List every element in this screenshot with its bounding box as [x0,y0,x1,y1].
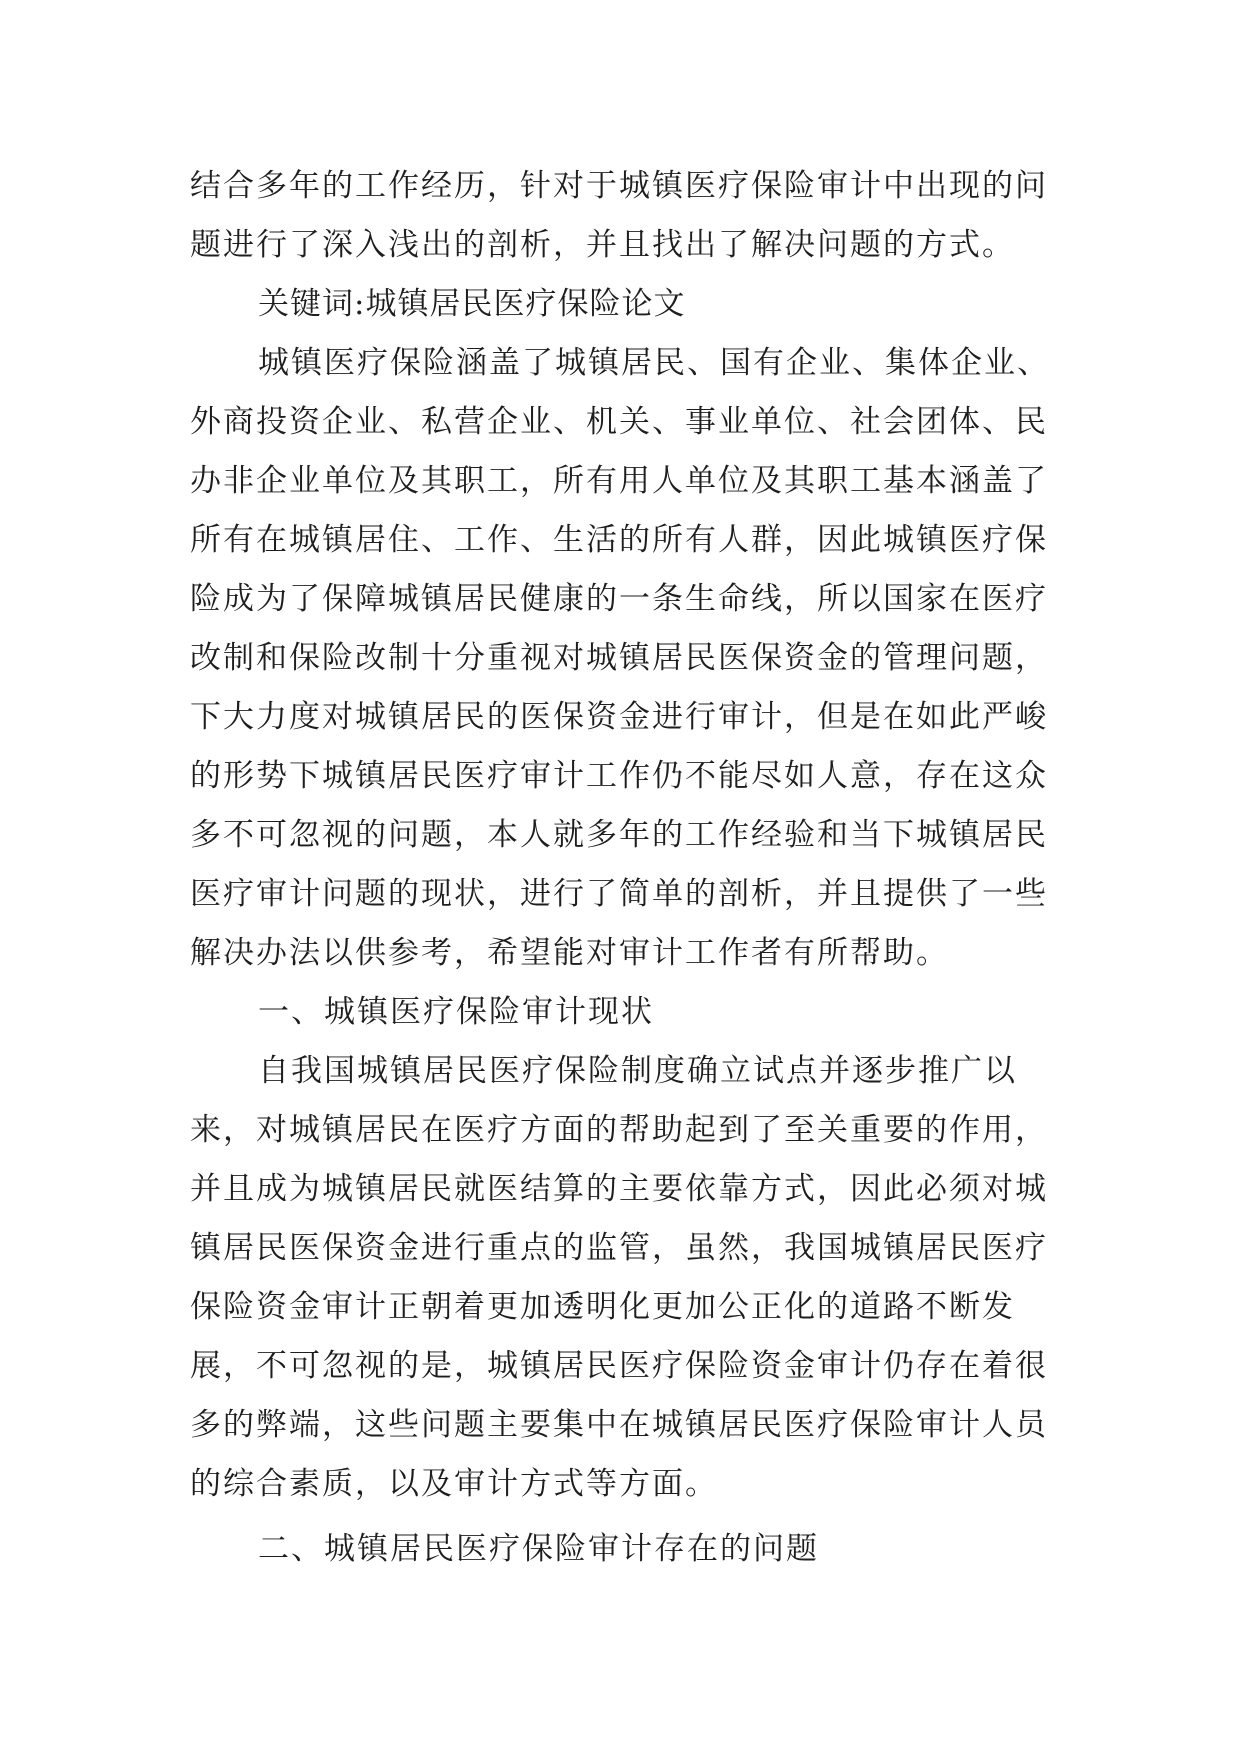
text-line: 解决办法以供参考，希望能对审计工作者有所帮助。 [190,935,949,971]
text-line: 多的弊端，这些问题主要集中在城镇居民医疗保险审计人员 [190,1407,1048,1443]
text-line: 医疗审计问题的现状，进行了简单的剖析，并且提供了一些 [190,876,1048,912]
text-line: 多不可忽视的问题，本人就多年的工作经验和当下城镇居民 [190,817,1048,853]
keywords-line: 关键词:城镇居民医疗保险论文 [258,286,686,322]
document-body [190,157,1070,1579]
text-line: 的形势下城镇居民医疗审计工作仍不能尽如人意，存在这众 [190,758,1048,794]
text-line: 保险资金审计正朝着更加透明化更加公正化的道路不断发 [190,1289,1015,1325]
text-line: 城镇医疗保险涵盖了城镇居民、国有企业、集体企业、 [258,345,1050,381]
text-line: 自我国城镇居民医疗保险制度确立试点并逐步推广以 [258,1053,1017,1089]
text-line: 并且成为城镇居民就医结算的主要依靠方式，因此必须对城 [190,1171,1048,1207]
text-line: 结合多年的工作经历，针对于城镇医疗保险审计中出现的问 [190,168,1048,204]
text-line: 所有在城镇居住、工作、生活的所有人群，因此城镇医疗保 [190,522,1048,558]
text-line: 办非企业单位及其职工，所有用人单位及其职工基本涵盖了 [190,463,1048,499]
text-line: 外商投资企业、私营企业、机关、事业单位、社会团体、民 [190,404,1048,440]
text-line: 改制和保险改制十分重视对城镇居民医保资金的管理问题， [190,640,1048,676]
text-line: 题进行了深入浅出的剖析，并且找出了解决问题的方式。 [190,227,1015,263]
text-line: 来，对城镇居民在医疗方面的帮助起到了至关重要的作用， [190,1112,1048,1148]
section-heading-1: 一、城镇医疗保险审计现状 [258,994,654,1030]
text-line: 下大力度对城镇居民的医保资金进行审计，但是在如此严峻 [190,699,1048,735]
section-heading-2: 二、城镇居民医疗保险审计存在的问题 [258,1531,819,1567]
text-line: 险成为了保障城镇居民健康的一条生命线，所以国家在医疗 [190,581,1048,617]
text-line: 镇居民医保资金进行重点的监管，虽然，我国城镇居民医疗 [190,1230,1048,1266]
text-line: 展，不可忽视的是，城镇居民医疗保险资金审计仍存在着很 [190,1348,1048,1384]
text-line: 的综合素质，以及审计方式等方面。 [190,1466,718,1502]
